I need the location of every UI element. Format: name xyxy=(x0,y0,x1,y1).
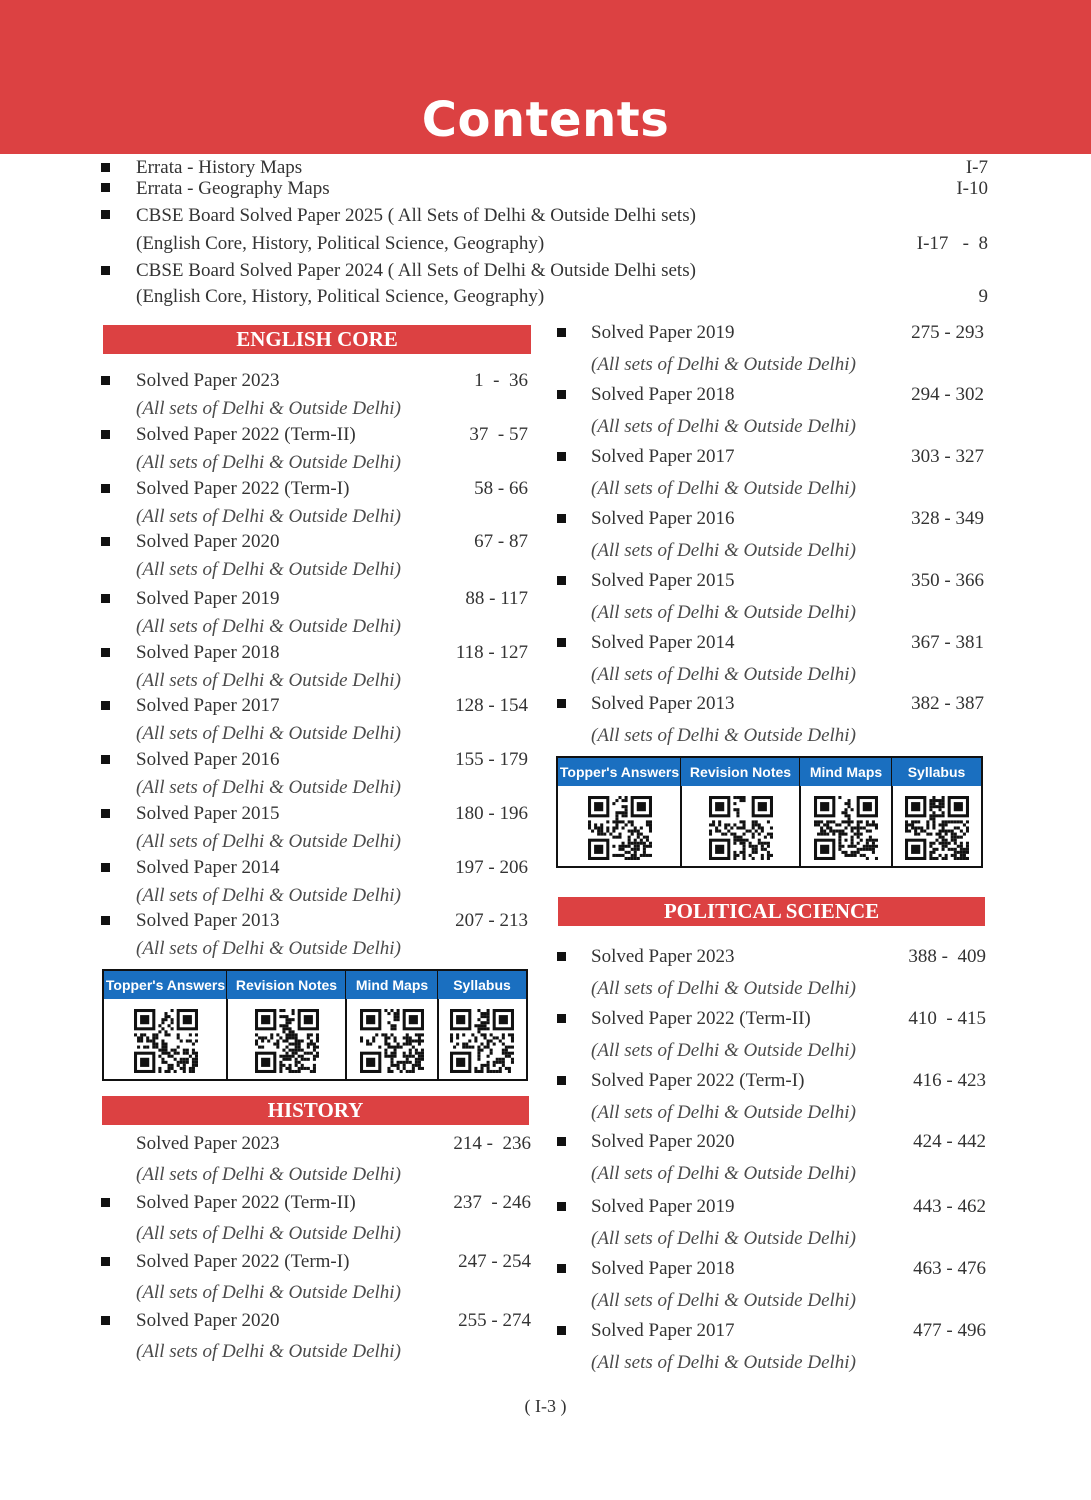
qr-column-label: Syllabus xyxy=(892,758,981,786)
toc-entry-note: (All sets of Delhi & Outside Delhi) xyxy=(136,1164,401,1185)
toc-entry-note: (All sets of Delhi & Outside Delhi) xyxy=(591,725,856,746)
toc-entry-note: (All sets of Delhi & Outside Delhi) xyxy=(136,1341,401,1362)
bullet-icon xyxy=(101,809,110,818)
bullet-icon xyxy=(101,537,110,546)
qr-column-label: Revision Notes xyxy=(681,758,800,786)
toc-entry-note: (All sets of Delhi & Outside Delhi) xyxy=(136,1282,401,1303)
qr-resource-table xyxy=(556,756,983,868)
toc-entry-note: (All sets of Delhi & Outside Delhi) xyxy=(591,540,856,561)
toc-entry-note: (All sets of Delhi & Outside Delhi) xyxy=(136,506,401,527)
toc-entry-note: (All sets of Delhi & Outside Delhi) xyxy=(136,398,401,419)
header-banner xyxy=(0,0,1091,154)
toc-entry-note: (All sets of Delhi & Outside Delhi) xyxy=(591,354,856,375)
bullet-icon xyxy=(557,1202,566,1211)
toc-entry-title: Solved Paper 2022 (Term-I) xyxy=(591,1070,805,1091)
toc-entry-pages: 247 - 254 xyxy=(458,1251,531,1272)
page-title: Contents xyxy=(421,92,670,148)
bullet-icon xyxy=(101,484,110,493)
bullet-icon xyxy=(101,916,110,925)
bullet-icon xyxy=(557,1264,566,1273)
qr-column-label: Topper's Answers xyxy=(104,971,227,999)
section-heading-english-core: ENGLISH CORE xyxy=(103,325,531,354)
toc-entry-title: Solved Paper 2014 xyxy=(136,857,280,878)
toc-entry-note: (All sets of Delhi & Outside Delhi) xyxy=(136,616,401,637)
bullet-icon xyxy=(557,952,566,961)
bullet-icon xyxy=(101,1257,110,1266)
toc-entry-title: Solved Paper 2023 xyxy=(136,1133,280,1154)
bullet-icon xyxy=(101,183,110,192)
bullet-icon xyxy=(101,266,110,275)
bullet-icon xyxy=(101,163,110,172)
section-heading-political-science: POLITICAL SCIENCE xyxy=(558,897,985,926)
toc-entry-title: Solved Paper 2022 (Term-II) xyxy=(136,1192,356,1213)
toc-entry-pages: 303 - 327 xyxy=(911,446,984,467)
toc-entry-title: Solved Paper 2020 xyxy=(136,1310,280,1331)
toc-entry-note: (All sets of Delhi & Outside Delhi) xyxy=(136,670,401,691)
bullet-icon xyxy=(101,376,110,385)
toc-entry-note: (All sets of Delhi & Outside Delhi) xyxy=(591,478,856,499)
toc-entry-pages: 180 - 196 xyxy=(455,803,528,824)
bullet-icon xyxy=(101,1316,110,1325)
qr-column-label: Mind Maps xyxy=(800,758,892,786)
section-heading-history: HISTORY xyxy=(102,1096,529,1125)
toc-entry-note: (All sets of Delhi & Outside Delhi) xyxy=(591,664,856,685)
toc-entry-note: (All sets of Delhi & Outside Delhi) xyxy=(591,978,856,999)
bullet-icon xyxy=(101,863,110,872)
toc-entry-note: (All sets of Delhi & Outside Delhi) xyxy=(591,1102,856,1123)
toc-entry-title: Solved Paper 2019 xyxy=(136,588,280,609)
bullet-icon xyxy=(557,1076,566,1085)
toc-entry-title: Solved Paper 2023 xyxy=(136,370,280,391)
toc-entry-pages: 214 - 236 xyxy=(453,1133,531,1154)
qr-column-label: Revision Notes xyxy=(227,971,346,999)
toc-entry-pages: I-7 xyxy=(965,157,988,178)
bullet-icon xyxy=(101,210,110,219)
bullet-icon xyxy=(557,576,566,585)
qr-column-label: Syllabus xyxy=(438,971,526,999)
toc-entry-title: Solved Paper 2013 xyxy=(591,693,735,714)
toc-entry-note: (All sets of Delhi & Outside Delhi) xyxy=(591,602,856,623)
qr-code-icon[interactable] xyxy=(134,1009,198,1073)
toc-entry-pages: 88 - 117 xyxy=(465,588,528,609)
bullet-icon xyxy=(557,699,566,708)
bullet-icon xyxy=(101,648,110,657)
bullet-icon xyxy=(101,701,110,710)
toc-entry-title: Solved Paper 2018 xyxy=(591,384,735,405)
bullet-icon xyxy=(101,594,110,603)
qr-code-icon[interactable] xyxy=(450,1009,514,1073)
toc-entry-title: Solved Paper 2018 xyxy=(136,642,280,663)
toc-entry-title: Solved Paper 2013 xyxy=(136,910,280,931)
toc-entry-pages: 155 - 179 xyxy=(455,749,528,770)
toc-entry-pages: 463 - 476 xyxy=(913,1258,986,1279)
toc-entry-pages: 477 - 496 xyxy=(913,1320,986,1341)
toc-entry-subtitle: (English Core, History, Political Science, Geography) xyxy=(136,286,545,307)
qr-code-icon[interactable] xyxy=(360,1009,424,1073)
qr-column-label: Topper's Answers xyxy=(558,758,681,786)
bullet-icon xyxy=(557,328,566,337)
toc-entry-title: Solved Paper 2015 xyxy=(591,570,735,591)
toc-entry-title: Solved Paper 2017 xyxy=(591,446,735,467)
toc-entry-note: (All sets of Delhi & Outside Delhi) xyxy=(136,831,401,852)
toc-entry-pages: 237 - 246 xyxy=(453,1192,531,1213)
toc-entry-note: (All sets of Delhi & Outside Delhi) xyxy=(136,777,401,798)
qr-column-label: Mind Maps xyxy=(346,971,438,999)
toc-entry-pages: 67 - 87 xyxy=(474,531,528,552)
toc-entry-pages: 410 - 415 xyxy=(908,1008,986,1029)
bullet-icon xyxy=(557,1326,566,1335)
toc-entry-pages: 37 - 57 xyxy=(469,424,528,445)
bullet-icon xyxy=(557,452,566,461)
toc-entry-pages: 443 - 462 xyxy=(913,1196,986,1217)
toc-entry-pages: 58 - 66 xyxy=(474,478,528,499)
bullet-icon xyxy=(557,514,566,523)
toc-entry-note: (All sets of Delhi & Outside Delhi) xyxy=(591,416,856,437)
toc-entry-pages: 118 - 127 xyxy=(455,642,528,663)
bullet-icon xyxy=(101,430,110,439)
toc-entry-pages: I-10 xyxy=(956,178,988,199)
toc-entry-pages: 328 - 349 xyxy=(911,508,984,529)
toc-entry-pages: 350 - 366 xyxy=(911,570,984,591)
bullet-icon xyxy=(557,1014,566,1023)
bullet-icon xyxy=(557,638,566,647)
toc-entry-note: (All sets of Delhi & Outside Delhi) xyxy=(136,1223,401,1244)
toc-entry-title: Solved Paper 2020 xyxy=(136,531,280,552)
toc-entry-title: Solved Paper 2017 xyxy=(136,695,280,716)
toc-entry-pages: 128 - 154 xyxy=(455,695,528,716)
toc-entry-title: Solved Paper 2019 xyxy=(591,1196,735,1217)
toc-entry-pages: I-17 - 8 xyxy=(916,233,988,254)
bullet-icon xyxy=(101,755,110,764)
toc-entry-pages: 416 - 423 xyxy=(913,1070,986,1091)
toc-entry-title: Solved Paper 2019 xyxy=(591,322,735,343)
bullet-icon xyxy=(557,1137,566,1146)
toc-entry-note: (All sets of Delhi & Outside Delhi) xyxy=(136,559,401,580)
toc-entry-note: (All sets of Delhi & Outside Delhi) xyxy=(136,723,401,744)
toc-entry-title: Solved Paper 2014 xyxy=(591,632,735,653)
toc-entry-title: Solved Paper 2022 (Term-II) xyxy=(591,1008,811,1029)
toc-entry-pages: 207 - 213 xyxy=(455,910,528,931)
toc-entry-pages: 9 xyxy=(978,286,988,307)
toc-entry-title: Errata - History Maps xyxy=(136,157,303,178)
toc-entry-title: Solved Paper 2018 xyxy=(591,1258,735,1279)
toc-entry-pages: 388 - 409 xyxy=(908,946,986,967)
toc-entry-pages: 367 - 381 xyxy=(911,632,984,653)
toc-entry-subtitle: (English Core, History, Political Science, Geography) xyxy=(136,233,545,254)
toc-entry-pages: 197 - 206 xyxy=(455,857,528,878)
toc-entry-pages: 294 - 302 xyxy=(911,384,984,405)
page-number: ( I-3 ) xyxy=(524,1396,567,1416)
toc-entry-title: Solved Paper 2022 (Term-II) xyxy=(136,424,356,445)
toc-entry-note: (All sets of Delhi & Outside Delhi) xyxy=(136,938,401,959)
bullet-icon xyxy=(557,390,566,399)
toc-entry-title: Solved Paper 2016 xyxy=(136,749,280,770)
toc-entry-pages: 275 - 293 xyxy=(911,322,984,343)
toc-entry-note: (All sets of Delhi & Outside Delhi) xyxy=(591,1163,856,1184)
qr-resource-table xyxy=(102,969,528,1081)
toc-entry-note: (All sets of Delhi & Outside Delhi) xyxy=(136,452,401,473)
toc-entry-note: (All sets of Delhi & Outside Delhi) xyxy=(591,1352,856,1373)
bullet-icon xyxy=(101,1198,110,1207)
toc-entry-pages: 424 - 442 xyxy=(913,1131,986,1152)
qr-code-icon[interactable] xyxy=(255,1009,319,1073)
toc-entry-pages: 255 - 274 xyxy=(458,1310,531,1331)
toc-entry-pages: 1 - 36 xyxy=(474,370,528,391)
toc-entry-title: CBSE Board Solved Paper 2024 ( All Sets of Delhi & Outside Delhi sets) xyxy=(136,260,696,281)
toc-entry-note: (All sets of Delhi & Outside Delhi) xyxy=(591,1290,856,1311)
qr-code-icon[interactable] xyxy=(905,796,969,860)
toc-entry-title: Solved Paper 2015 xyxy=(136,803,280,824)
toc-entry-title: Errata - Geography Maps xyxy=(136,178,330,199)
qr-code-icon[interactable] xyxy=(814,796,878,860)
toc-entry-note: (All sets of Delhi & Outside Delhi) xyxy=(136,885,401,906)
qr-code-icon[interactable] xyxy=(588,796,652,860)
toc-entry-title: Solved Paper 2022 (Term-I) xyxy=(136,1251,350,1272)
toc-entry-title: Solved Paper 2016 xyxy=(591,508,735,529)
toc-entry-note: (All sets of Delhi & Outside Delhi) xyxy=(591,1228,856,1249)
toc-entry-note: (All sets of Delhi & Outside Delhi) xyxy=(591,1040,856,1061)
toc-entry-title: Solved Paper 2017 xyxy=(591,1320,735,1341)
toc-entry-title: CBSE Board Solved Paper 2025 ( All Sets of Delhi & Outside Delhi sets) xyxy=(136,205,696,226)
toc-entry-title: Solved Paper 2020 xyxy=(591,1131,735,1152)
qr-code-icon[interactable] xyxy=(709,796,773,860)
toc-entry-title: Solved Paper 2022 (Term-I) xyxy=(136,478,350,499)
toc-entry-pages: 382 - 387 xyxy=(911,693,984,714)
toc-entry-title: Solved Paper 2023 xyxy=(591,946,735,967)
